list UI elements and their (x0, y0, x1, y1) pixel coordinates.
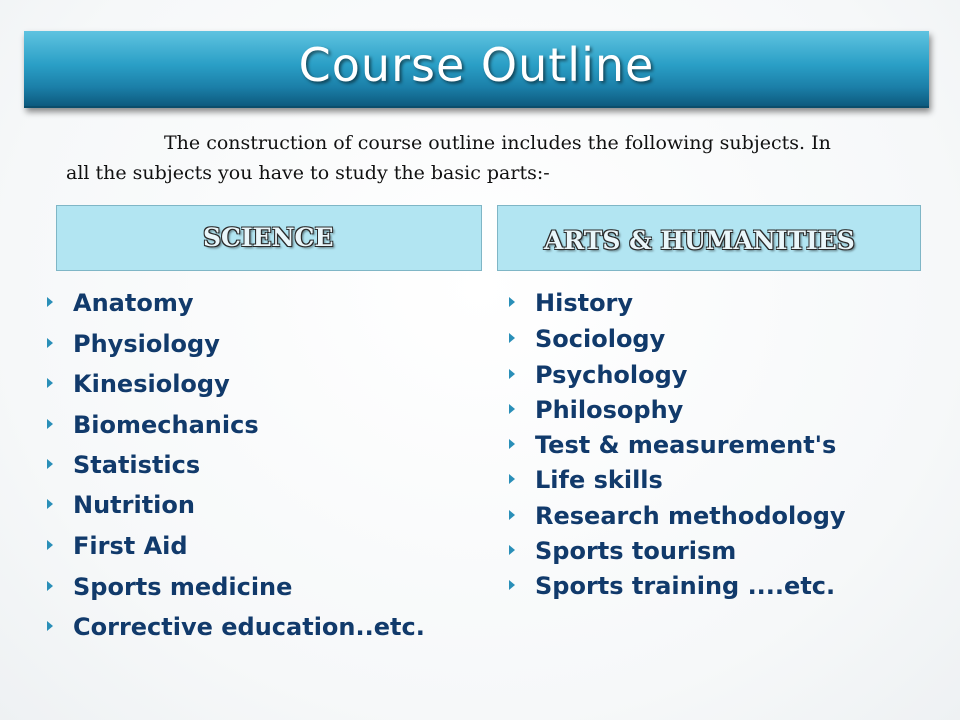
list-item (507, 536, 736, 566)
list-item-label: Statistics (73, 451, 201, 479)
list-item (45, 612, 425, 642)
list-item (507, 465, 663, 495)
triangle-bullet-icon (47, 581, 53, 591)
list-item (507, 571, 835, 601)
list-item-label: Sociology (535, 325, 666, 353)
triangle-bullet-icon (509, 510, 515, 520)
list-item-label: Nutrition (73, 491, 195, 519)
title-bar (24, 31, 929, 108)
list-item (507, 324, 665, 354)
triangle-bullet-icon (47, 621, 53, 631)
list-item-label: Anatomy (73, 289, 194, 317)
list-item-label: Physiology (73, 330, 220, 358)
triangle-bullet-icon (509, 580, 515, 590)
list-item (507, 501, 846, 531)
triangle-bullet-icon (47, 459, 53, 469)
list-item-label: Sports training ....etc. (535, 572, 836, 600)
triangle-bullet-icon (509, 545, 515, 555)
list-item (507, 288, 633, 318)
list-item-label: Philosophy (535, 396, 684, 424)
list-item (45, 369, 230, 399)
list-item (45, 410, 259, 440)
list-item-label: History (535, 289, 634, 317)
arts-humanities-header (497, 205, 921, 271)
triangle-bullet-icon (47, 297, 53, 307)
triangle-bullet-icon (509, 369, 515, 379)
list-item-label: Kinesiology (73, 370, 230, 398)
triangle-bullet-icon (47, 338, 53, 348)
arts-heading: ARTS & HUMANITIES (544, 226, 855, 255)
slide-title: Course Outline (298, 38, 655, 92)
triangle-bullet-icon (509, 439, 515, 449)
list-item-label: Test & measurement's (535, 431, 837, 459)
list-item-label: Psychology (535, 361, 688, 389)
science-header (56, 205, 482, 271)
list-item (45, 329, 220, 359)
list-item-label: Research methodology (535, 502, 846, 530)
triangle-bullet-icon (47, 419, 53, 429)
triangle-bullet-icon (47, 499, 53, 509)
list-item-label: Sports medicine (73, 573, 293, 601)
list-item (45, 288, 193, 318)
list-item (45, 490, 195, 520)
triangle-bullet-icon (509, 404, 515, 414)
list-item-label: Sports tourism (535, 537, 737, 565)
list-item-label: First Aid (73, 532, 188, 560)
list-item (507, 360, 687, 390)
science-heading: SCIENCE (203, 223, 334, 252)
list-item (45, 450, 200, 480)
triangle-bullet-icon (509, 474, 515, 484)
list-item (45, 531, 188, 561)
list-item (45, 572, 292, 602)
list-item-label: Corrective education..etc. (73, 613, 425, 641)
list-item (507, 430, 836, 460)
triangle-bullet-icon (47, 540, 53, 550)
intro-paragraph: The construction of course outline includes the following subjects. In all the subjects you have to study the basic parts:- (66, 132, 831, 184)
list-item-label: Life skills (535, 466, 663, 494)
triangle-bullet-icon (47, 378, 53, 388)
triangle-bullet-icon (509, 333, 515, 343)
list-item-label: Biomechanics (73, 411, 259, 439)
list-item (507, 395, 683, 425)
triangle-bullet-icon (509, 297, 515, 307)
